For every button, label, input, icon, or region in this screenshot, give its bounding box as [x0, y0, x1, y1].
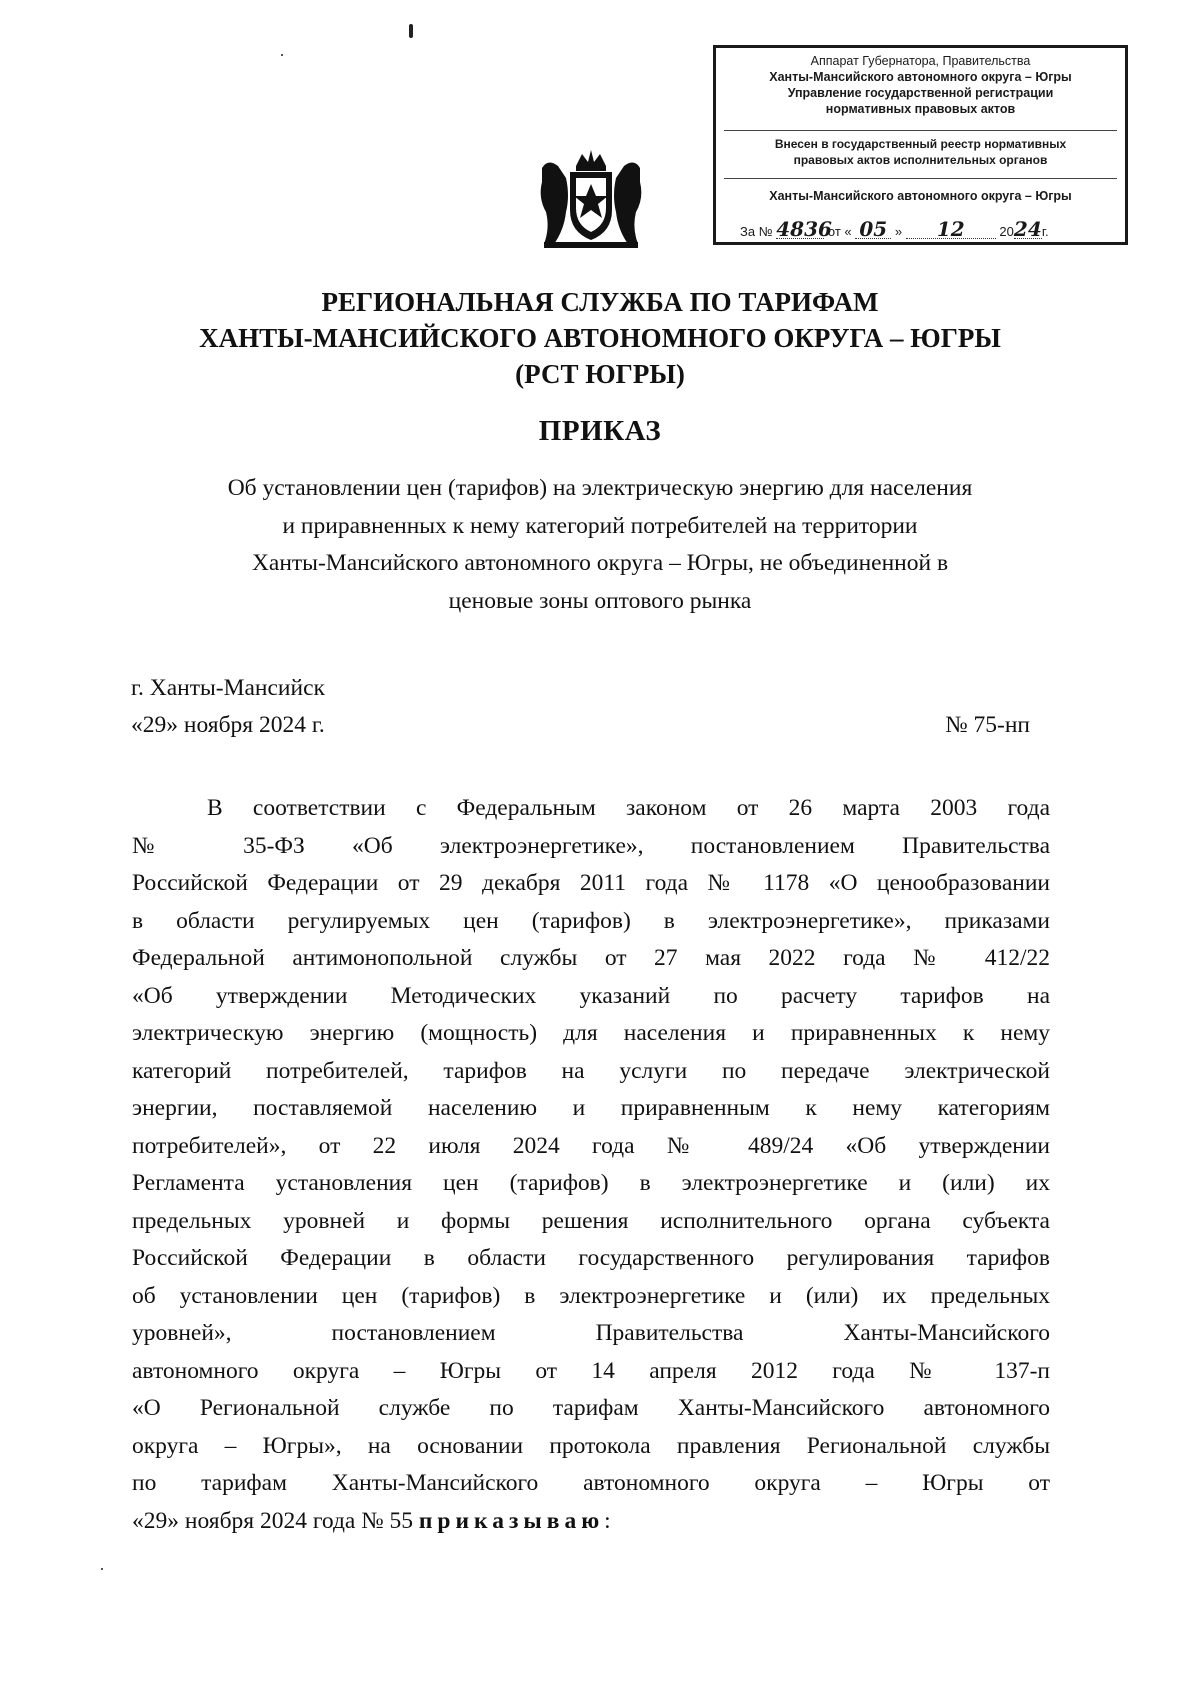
reg-number: 4836 [776, 217, 832, 241]
stamp-line: Ханты-Мансийского автономного округа – Югры [769, 189, 1072, 203]
body-line: категорий потребителей, тарифов на услуги по передаче электрической [132, 1057, 1050, 1084]
registration-stamp [713, 45, 1128, 245]
scan-speck [101, 1568, 103, 1570]
body-line: «Об утверждении Методических указаний по расчету тарифов на [132, 982, 1050, 1009]
stamp-line: Аппарат Губернатора, Правительства [810, 54, 1031, 68]
scan-speck [281, 54, 283, 56]
body-line: № 35-ФЗ «Об электроэнергетике», постановлением Правительства [132, 832, 1050, 859]
subject-line: и приравненных к нему категорий потребителей на территории [282, 512, 918, 539]
reg-year-prefix: 20 [999, 224, 1014, 239]
body-line: округа – Югры», на основании протокола правления Региональной службы [132, 1432, 1050, 1459]
organization-heading [0, 284, 1200, 392]
stamp-line: правовых актов исполнительных органов [793, 153, 1048, 167]
coat-of-arms-icon [536, 148, 646, 250]
body-line: об установлении цен (тарифов) в электроэнергетике и (или) их предельных [132, 1282, 1050, 1309]
stamp-line: Управление государственной регистрации [787, 86, 1054, 100]
document-type: ПРИКАЗ [538, 415, 662, 447]
body-line: В соответствии с Федеральным законом от 26 марта 2003 года [207, 795, 1050, 821]
body-line: Федеральной антимонопольной службы от 27 мая 2022 года № 412/22 [132, 945, 1050, 971]
body-line: Российской Федерации от 29 декабря 2011 года № 1178 «О ценообразовании [132, 870, 1050, 896]
stamp-divider [724, 178, 1117, 179]
subject-line: ценовые зоны оптового рынка [448, 587, 752, 614]
stamp-registration-line [740, 217, 1049, 241]
stamp-line: Внесен в государственный реестр нормативных [774, 137, 1067, 151]
org-line: (РСТ ЮГРЫ) [515, 359, 685, 389]
body-line: Регламента установления цен (тарифов) в электроэнергетике и (или) их [132, 1170, 1050, 1196]
stamp-divider [724, 130, 1117, 131]
body-line: уровней», постановлением Правительства Ханты-Мансийского [132, 1320, 1050, 1346]
document-body [132, 790, 1050, 1540]
reg-year: 24 [1013, 217, 1042, 241]
body-final-line [132, 1503, 1050, 1541]
document-place: г. Ханты-Мансийск [131, 675, 325, 701]
stamp-line: Ханты-Мансийского автономного округа – Югры [769, 70, 1072, 84]
document-number: № 75-нп [945, 712, 1030, 738]
reg-prefix: За № [740, 224, 773, 239]
document-subject [0, 470, 1200, 620]
final-line-punct: : [604, 1507, 611, 1534]
final-line-text: «29» ноября 2024 года № 55 [132, 1507, 419, 1534]
org-line: ХАНТЫ-МАНСИЙСКОГО АВТОНОМНОГО ОКРУГА – ЮГРЫ [199, 323, 1001, 353]
order-word: приказываю [418, 1507, 605, 1534]
subject-line: Об установлении цен (тарифов) на электрическую энергию для населения [227, 475, 973, 501]
body-line: автономного округа – Югры от 14 апреля 2012 года № 137-п [132, 1357, 1050, 1384]
reg-month: 12 [906, 220, 996, 239]
org-line: РЕГИОНАЛЬНАЯ СЛУЖБА ПО ТАРИФАМ [321, 287, 879, 317]
reg-sep: » [894, 224, 903, 239]
scan-speck [409, 24, 413, 38]
body-line: предельных уровней и формы решения исполнительного органа субъекта [132, 1207, 1050, 1234]
body-line: энергии, поставляемой населению и приравненным к нему категориям [132, 1095, 1050, 1121]
body-line: «О Региональной службе по тарифам Ханты-Мансийского автономного [132, 1395, 1050, 1421]
reg-suffix: г. [1041, 224, 1049, 239]
document-date: «29» ноября 2024 г. [131, 712, 325, 738]
body-line: по тарифам Ханты-Мансийского автономного округа – Югры от [132, 1470, 1050, 1496]
body-line: электрическую энергию (мощность) для населения и приравненных к нему [132, 1020, 1050, 1046]
body-line: в области регулируемых цен (тарифов) в электроэнергетике», приказами [132, 907, 1050, 934]
stamp-line: нормативных правовых актов [825, 102, 1016, 116]
subject-line: Ханты-Мансийского автономного округа – Югры, не объединенной в [251, 550, 949, 576]
reg-from: от « [827, 224, 852, 239]
body-line: Российской Федерации в области государственного регулирования тарифов [132, 1245, 1050, 1271]
body-line: потребителей», от 22 июля 2024 года № 489/24 «Об утверждении [132, 1132, 1050, 1159]
reg-day: 05 [855, 220, 891, 239]
